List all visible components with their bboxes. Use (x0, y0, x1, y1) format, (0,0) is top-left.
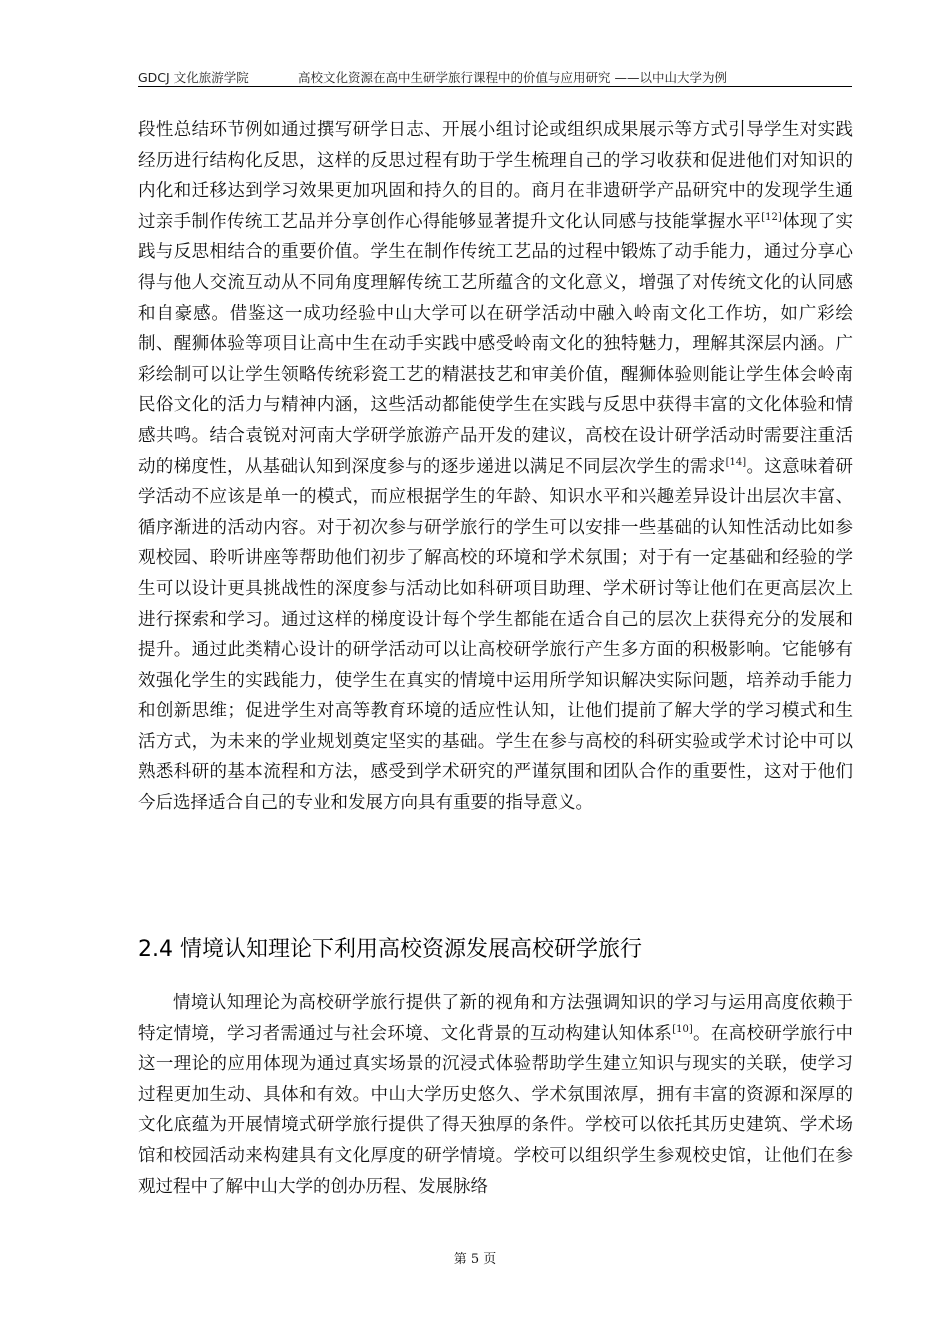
section-heading: 2.4 情境认知理论下利用高校资源发展高校研学旅行 (138, 937, 642, 962)
body-paragraph-2 (138, 988, 853, 1202)
paragraph-text: 段性总结环节例如通过撰写研学日志、开展小组讨论或组织成果展示等方式引导学生对实践经历进行结构化反思，这样的反思过程有助于学生梳理自己的学习收获和促进他们对知识的内化和迁移达到学习效果更加巩固和持久的目的。商月在非遗研学产品研究中的发现学生通过亲手制作传统工艺品并分享创作心得能够显著提升文化认同感与技能掌握水平 (138, 120, 853, 232)
page-number: 第 5 页 (453, 1252, 497, 1267)
header-rule (138, 86, 852, 87)
citation-ref[interactable]: [14] (725, 456, 747, 468)
citation-ref[interactable]: [12] (761, 211, 782, 223)
running-header (138, 66, 852, 86)
body-paragraph-1 (138, 115, 853, 819)
header-institution: GDCJ 文化旅游学院 (138, 70, 249, 85)
paragraph-text: 。在高校研学旅行中这一理论的应用体现为通过真实场景的沉浸式体验帮助学生建立知识与现实的关联，使学习过程更加生动、具体和有效。中山大学历史悠久、学术氛围浓厚，拥有丰富的资源和深厚的文化底蕴为开展情境式研学旅行提供了得天独厚的条件。学校可以依托其历史建筑、学术场馆和校园活动来构建具有文化厚度的研学情境。学校可以组织学生参观校史馆，让他们在参观过程中了解中山大学的创办历程、发展脉络 (138, 1023, 854, 1197)
header-title: 高校文化资源在高中生研学旅行课程中的价值与应用研究 ——以中山大学为例 (298, 70, 727, 85)
citation-ref[interactable]: [10] (672, 1023, 693, 1035)
paragraph-text: 情境认知理论为高校研学旅行提供了新的视角和方法强调知识的学习与运用高度依赖于特定情境，学习者需通过与社会环境、文化背景的互动构建认知体系 (138, 993, 853, 1044)
paragraph-text: 体现了实践与反思相结合的重要价值。学生在制作传统工艺品的过程中锻炼了动手能力，通过分享心得与他人交流互动从不同角度理解传统工艺所蕴含的文化意义，增强了对传统文化的认同感和自豪感。借鉴这一成功经验中山大学可以在研学活动中融入岭南文化工作坊，如广彩绘制、醒狮体验等项目让高中生在动手实践中感受岭南文化的独特魅力，理解其深层内涵。广彩绘制可以让学生领略传统彩瓷工艺的精湛技艺和审美价值，醒狮体验则能让学生体会岭南民俗文化的活力与精神内涵，这些活动都能使学生在实践与反思中获得丰富的文化体验和情感共鸣。结合袁锐对河南大学研学旅游产品开发的建议，高校在设计研学活动时需要注重活动的梯度性，从基础认知到深度参与的逐步递进以满足不同层次学生的需求 (138, 211, 854, 477)
paragraph-text: 。这意味着研学活动不应该是单一的模式，而应根据学生的年龄、知识水平和兴趣差异设计出层次丰富、循序渐进的活动内容。对于初次参与研学旅行的学生可以安排一些基础的认知性活动比如参观校园、聆听讲座等帮助他们初步了解高校的环境和学术氛围；对于有一定基础和经验的学生可以设计更具挑战性的深度参与活动比如科研项目助理、学术研讨等让他们在更高层次上进行探索和学习。通过这样的梯度设计每个学生都能在适合自己的层次上获得充分的发展和提升。通过此类精心设计的研学活动可以让高校研学旅行产生多方面的积极影响。它能够有效强化学生的实践能力，使学生在真实的情境中运用所学知识解决实际问题，培养动手能力和创新思维；促进学生对高等教育环境的适应性认知，让他们提前了解大学的学习模式和生活方式，为未来的学业规划奠定坚实的基础。学生在参与高校的科研实验或学术讨论中可以熟悉科研的基本流程和方法，感受到学术研究的严谨氛围和团队合作的重要性，这对于他们今后选择适合自己的专业和发展方向具有重要的指导意义。 (138, 456, 853, 814)
